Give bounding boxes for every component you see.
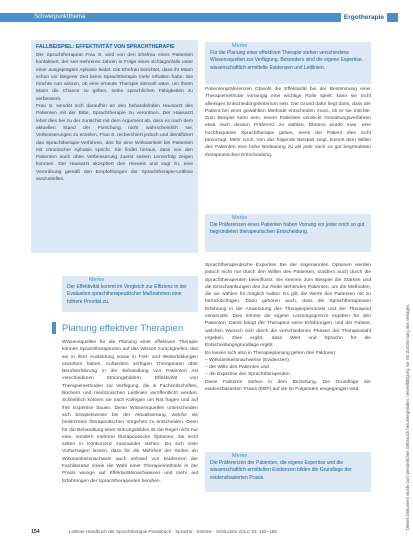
body-paragraph: Sprachtherapeutische Expertise Bei der sogenannten Optionen werden jedoch nicht nur durch den Willen des Patienten, sondern auch durch die Sprachtherapeuten beeinflusst. Sie kennen zum Beispiel die Stärken und die Einschränkungen des zur Rede stehenden Patienten, um die Methoden, die sie wählen für möglich halten. Es gilt, die Werte des Patienten mit zu berücksichtigen. Dazu gehören auch, dass die Sprachtherapeuten Erfahrung in der Anwendung des Therapiepersonals und der Therapeut verwendet. Dies könnte die eigene Leistungsgrenze ergeben für den Patienten. Damit bringt der Therapeut seine Erfahrungen, und der Patient, welchen Wunsch sich durch die verschiedenen Phasen der Therapiewahl ergeben. Dies ergibt, dass Wert und Sprache für die Entscheidungsgrundlage ergibt. — [205, 263, 371, 349]
copyright-side-note — [396, 60, 408, 530]
list-intro: Es lassen sich also in Therapieplanung gehen drei Faktoren: — [205, 350, 337, 356]
section-heading: Planung effektiver Therapien — [62, 323, 184, 334]
merke-box — [205, 42, 371, 84]
page-number: 154 — [31, 529, 40, 535]
side-note-text: Dieses Dokument wurde zum persönlichen Gebrauch heruntergeladen. Vervielfältigung nur mit Zustimmung des Verlages. — [405, 303, 410, 530]
left-column-text — [62, 339, 198, 485]
case-paragraph: Der Sprachtherapeut Frau S. wird von den Ehefrau eines Patienten kontaktiert, der seit mehreren Jahren in Folge eines Schlaganfalls unter einer ausgeprägten Aphasie leidet. Die Ehefrau berichtet, dass ihr Mann schon vor längerer Zeit keine Sprachtherapie mehr erhalten habe. Sie möchte nun wissen, ob eine erneute Therapie sinnvoll wäre, um ihrem Mann die Chance zu geben, seine sprachlichen Fähigkeiten zu verbessern. — [36, 53, 193, 102]
merke-box — [205, 452, 371, 492]
merke-box — [205, 214, 371, 252]
merke-text: Der Effektivität kommt im Vergleich zur Effizienz in der Evaluation sprachtherapeutischer Maßnahmen eine höhere Priorität zu. — [67, 284, 187, 305]
case-example-box — [31, 40, 198, 253]
list-item: – die Expertise des Sprachtherapeuten. — [205, 371, 371, 378]
section-label: Schwerpunktthema — [34, 14, 86, 20]
merke-box — [62, 276, 198, 312]
right-column-text — [205, 262, 371, 393]
body-paragraph: Diese Faktoren stehen in dem Beziehung. Die Grundlage der evidenzbasierten Praxis (EBP) auf die im Folgenden eingegangen wird. — [205, 379, 371, 393]
case-example-title: FALLBEISPIEL: EFFEKTIVITÄT VON SPRACHTHERAPIE — [36, 44, 175, 50]
merke-text: Die Präferenzen der Patienten, die eigene Expertise und die wissenschaftlich ermittelten Evidenzen bilden die Grundlage der evidenzbasierten Praxis. — [210, 460, 352, 481]
merke-text: Für die Planung einer effektiven Therapie stehen verschiedene Wissensquellen zur Verfügung. Besonders sind die eigene Expertise, wissenschaftlich ermittelte Evidenzen und Leitlinien. — [210, 50, 363, 71]
page-footer — [31, 529, 371, 537]
body-paragraph: Patientenpräferenzen Obwohl die Effektivität bei der Bestimmung einer Therapiemethode vorrangig eine wichtige Rolle spielt, kann sie nicht alleiniges Entscheidungskriterium sein. Der Grund dafür liegt darin, dass der Patient bei einer gewählten Methode entscheiden muss, ob er sie möchte. Zum Beispiel kann sein, einem Patienten verdeckt Gestaltungsverfahren etwa nach dessen Präferenz zu wählen. Ebenso würde man, eine hochfrequente Sprachtherapie geben, wenn der Patient dies nicht bevorzugt. Mehr noch: Von das folgende Beispiel zeigt, kommt dem Willen des Patienten eine hohe Bedeutung zu als jede nach so gut begründeten therapeutischen Entscheidung. — [205, 87, 371, 158]
factor-list — [205, 357, 371, 379]
heading-accent — [52, 322, 56, 334]
merke-heading: Merke — [232, 43, 248, 49]
merke-text: Die Präferenzen eines Patienten haben Vorrang vor jeder noch so gut begründeten therapeutischen Entscheidung. — [210, 222, 365, 236]
list-item: – der Wille des Patienten und — [205, 364, 371, 371]
merke-heading: Merke — [232, 453, 248, 459]
merke-heading: Merke — [89, 277, 105, 283]
case-paragraph: Frau S. wendet sich daraufhin an den behandelnden Hausarzt des Patienten mit der Bitte, Sprachtherapie zu verordnen. Der Hausarzt lehnt dies bei zu der zunächst mit dem Argument ab, dass es nach dem aktuellen Stand der Forschung nicht wahrscheinlich sei, Verbesserungen zu erzielen. Frau S. recherchiert jedoch und identifiziert das Sprachtherapie-Verfahren, das für eine Wirksamkeit bei Patienten mit chronischer Aphasie spricht. Sie findet heraus, dass von den Patienten auch ohne Verbesserung zuerst seinen Lernerfolg zeigen konnten. Der Hausarzt akzeptiert den Hinweis und sagt zu, eine Verordnung gemäß den Empfehlungen der Sprachtherapie-Leitlinie auszustellen. — [36, 104, 193, 183]
header-bar — [0, 0, 413, 22]
body-paragraph: Wissensquellen für die Planung einer effektiven Therapie können Sprachtherapeuten auf das Wissen zurückgreifen, das sie in ihrer Ausbildung sowie in Fort- und Weiterbildungen erworben haben. Außerdem verfügen Therapeuten über Berufserfahrung in der Behandlung von Patienten mit verschiedenen Störungsbildern. Effektivität von Therapiemethoden zur Verfügung, die in Fachzeitschriften, Büchern und medizinischen Leitlinien veröffentlicht werden. Schließlich können sie nach Kollegen um Rat fragen und auf ihre Expertise bauen. Diese Wissensquellen unterscheiden sich beispielsweise bei der Aktualisierung, welche sie bestimmten therapeutischen Vorgehen zu entscheiden. Denn für die Behandlung einer Störungsbildes ist die Regel nicht nur eine, sondern mehrere therapeutische Optionen, die nicht selten in Konkurrenz zueinander stehen. Da sich viele Vorhersagen lassen, dass für die Mehrheit der Stufen ein Wirksamkeitsnachweis auch anhand von Evidenzen der Fachliteratur sowie die Wahl einer Therapiemethode in der Praxis wenige auf Effektivitätsnachweisen und mehr auf Erfahrungen der Sprachtherapeuten beruhen. — [62, 340, 198, 484]
merke-heading: Merke — [232, 215, 248, 221]
footer-citation: Leitlinie Handbuch der Sprachtherapie Praxisbuch · Sprache · Stimme · Schlucken 2012; 22: 155–159 — [69, 529, 277, 534]
right-column-text — [205, 86, 371, 159]
list-item: – Wirksamkeitsnachweise (Evidenzen), — [205, 357, 371, 364]
journal-label: Ergotherapie — [341, 13, 387, 22]
